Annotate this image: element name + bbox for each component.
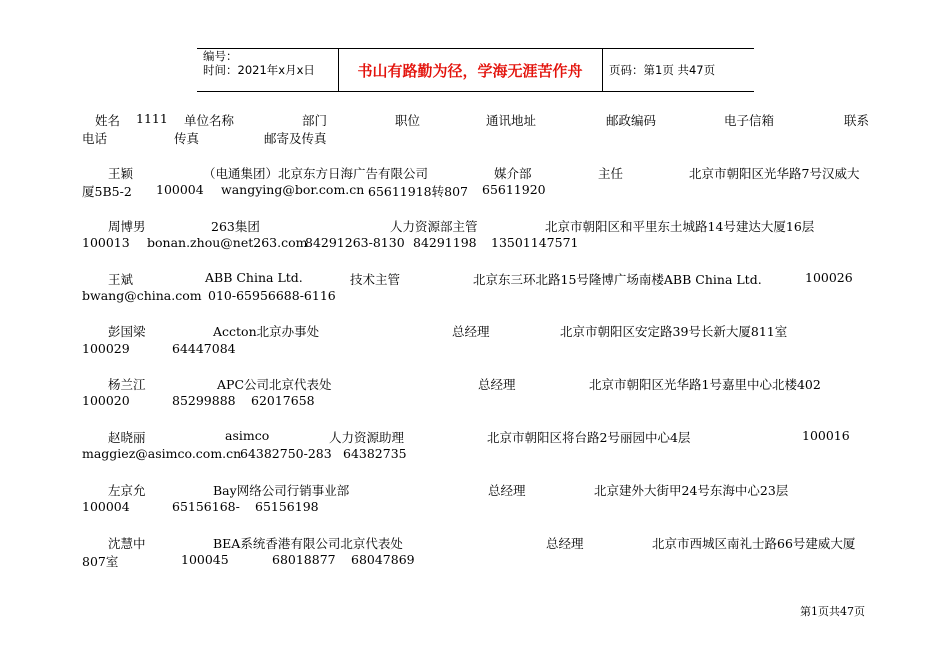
entry-phone: 010-65956688-6116 xyxy=(208,288,336,303)
entry-name: 王颖 xyxy=(108,166,134,181)
page-footer: 第1页共47页 xyxy=(800,605,865,618)
column-phone: 电话 xyxy=(82,131,108,146)
header-motto: 书山有路勤为径，学海无涯苦作舟 xyxy=(357,62,583,80)
entry-position: 主任 xyxy=(598,166,624,181)
entry-phone: 65156168- xyxy=(172,499,240,514)
entry-postcode: 100020 xyxy=(82,393,130,408)
entry-address: 北京市朝阳区将台路2号丽园中心4层 xyxy=(487,430,691,445)
entry-position: 总经理 xyxy=(546,536,584,551)
entry-phone: 64382750-283 xyxy=(240,446,332,461)
entry-position: 人力资源部主管 xyxy=(390,219,478,234)
entry-email: bwang@china.com xyxy=(82,288,202,303)
entry-postcode: 100016 xyxy=(802,428,850,443)
column-postcode: 邮政编码 xyxy=(606,113,657,128)
entry-email: maggiez@asimco.com.cn xyxy=(82,446,242,461)
entry-phone: 65611918转807 xyxy=(368,184,468,199)
entry-phone: 85299888 xyxy=(172,393,236,408)
column-email: 电子信箱 xyxy=(724,113,775,128)
entry-fax: 84291198 xyxy=(413,235,477,250)
entry-department: 媒介部 xyxy=(494,166,532,181)
entry-fax: 65611920 xyxy=(482,182,546,197)
column-name: 姓名 xyxy=(95,113,121,128)
entry-name: 沈慧中 xyxy=(108,536,146,551)
column-position: 职位 xyxy=(395,113,421,128)
entry-phone: 68018877 xyxy=(272,552,336,567)
entry-address: 北京市朝阳区和平里东土城路14号建达大厦16层 xyxy=(545,219,815,234)
entry-name: 周博男 xyxy=(108,219,146,234)
entry-company: 263集团 xyxy=(211,219,260,234)
entry-name: 彭国梁 xyxy=(108,324,146,339)
entry-phone: 84291263-8130 xyxy=(305,235,405,250)
entry-email: bonan.zhou@net263.com xyxy=(147,235,308,250)
entry-postcode: 100004 xyxy=(156,182,204,197)
entry-company: BEA系统香港有限公司北京代表处 xyxy=(213,536,403,551)
entry-company: Accton北京办事处 xyxy=(213,324,320,339)
entry-postcode: 100045 xyxy=(181,552,229,567)
entry-name: 赵晓丽 xyxy=(108,430,146,445)
entry-fax: 62017658 xyxy=(251,393,315,408)
entry-position: 总经理 xyxy=(478,377,516,392)
column-fax: 传真 xyxy=(174,131,200,146)
entry-mobile: 13501147571 xyxy=(491,235,579,250)
entry-postcode: 100013 xyxy=(82,235,130,250)
entry-email: wangying@bor.com.cn xyxy=(221,182,365,197)
entry-fax: 64382735 xyxy=(343,446,407,461)
entry-address: 北京市朝阳区光华路7号汉威大 xyxy=(689,166,860,181)
entry-postcode: 100004 xyxy=(82,499,130,514)
entry-position: 总经理 xyxy=(488,483,526,498)
column-address: 通讯地址 xyxy=(486,113,537,128)
entry-position: 人力资源助理 xyxy=(329,430,405,445)
entry-company: （电通集团）北京东方日海广告有限公司 xyxy=(203,166,429,181)
entry-address-cont: 807室 xyxy=(82,554,119,569)
entry-position: 总经理 xyxy=(452,324,490,339)
entry-fax: 68047869 xyxy=(351,552,415,567)
serial-label: 编号： xyxy=(203,49,238,63)
entry-phone: 64447084 xyxy=(172,341,236,356)
column-department: 部门 xyxy=(302,113,328,128)
entry-address: 北京市朝阳区光华路1号嘉里中心北楼402 xyxy=(589,377,821,392)
time-label: 时间：2021年x月x日 xyxy=(203,63,315,77)
entry-company: ABB China Ltd. xyxy=(205,270,303,285)
entry-postcode: 100029 xyxy=(82,341,130,356)
entry-address: 北京东三环北路15号隆博广场南楼ABB China Ltd. xyxy=(473,272,762,287)
header-meta xyxy=(203,49,315,77)
header-divider xyxy=(602,48,603,91)
column-mail-fax: 邮寄及传真 xyxy=(264,131,327,146)
entry-name: 左京允 xyxy=(108,483,146,498)
entry-company: Bay网络公司行销事业部 xyxy=(213,483,350,498)
entry-company: asimco xyxy=(225,428,270,443)
header-bottom-rule xyxy=(197,91,754,92)
entry-position: 技术主管 xyxy=(350,272,401,287)
entry-company: APC公司北京代表处 xyxy=(217,377,332,392)
entry-name: 杨兰江 xyxy=(108,377,146,392)
entry-name: 王斌 xyxy=(108,272,134,287)
entry-address-cont: 厦5B5-2 xyxy=(82,184,132,199)
entry-address: 北京建外大街甲24号东海中心23层 xyxy=(594,483,789,498)
column-company: 单位名称 xyxy=(184,113,235,128)
entry-address: 北京市西城区南礼士路66号建威大厦 xyxy=(652,536,856,551)
column-id: 1111 xyxy=(136,111,168,126)
header-page-label: 页码：第1页 共47页 xyxy=(609,63,716,77)
column-contact: 联系 xyxy=(844,113,870,128)
entry-postcode: 100026 xyxy=(805,270,853,285)
entry-fax: 65156198 xyxy=(255,499,319,514)
entry-address: 北京市朝阳区安定路39号长新大厦811室 xyxy=(560,324,788,339)
